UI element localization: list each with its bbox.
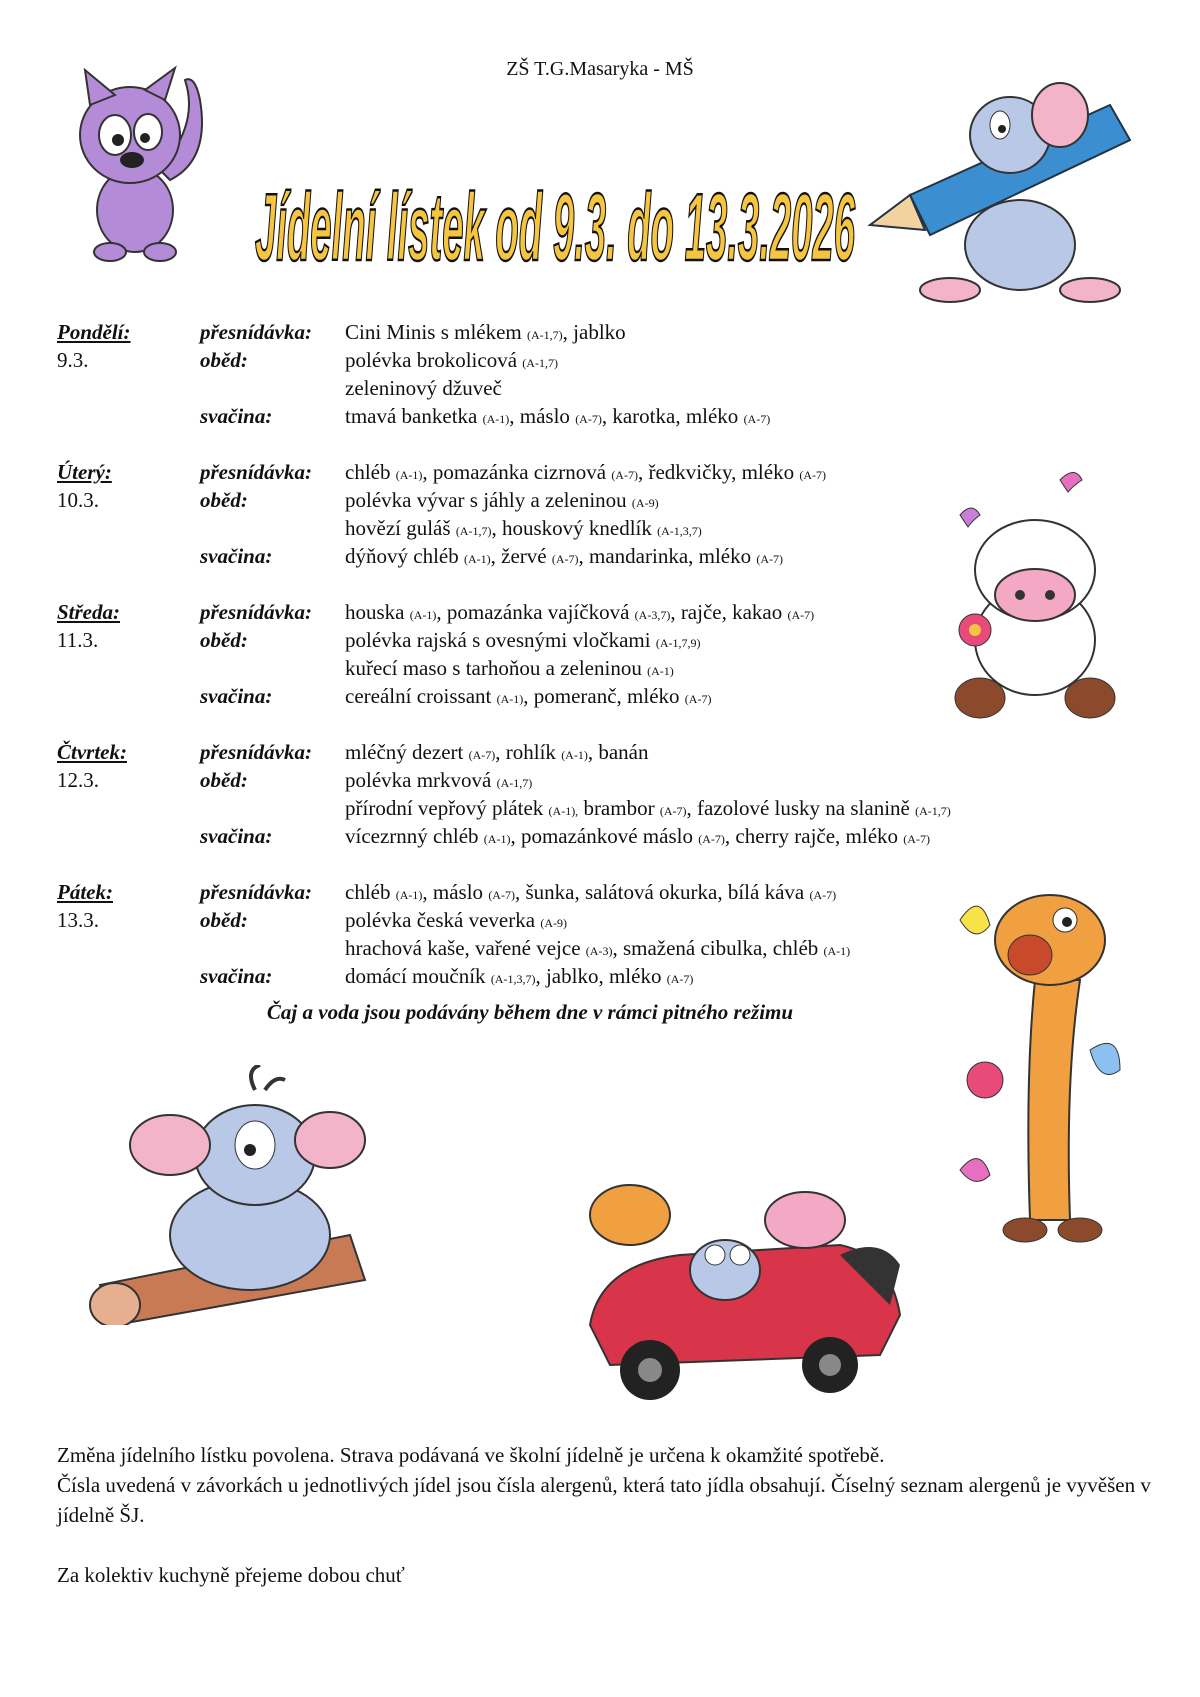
allergen-code: (A-3)	[585, 944, 613, 958]
allergen-code: (A-1,3,7)	[657, 524, 702, 538]
meal-item-text: , pomazánkové máslo	[510, 824, 699, 848]
meal-item-text: hrachová kaše, vařené vejce	[345, 936, 586, 960]
meal-label: oběd:	[200, 768, 248, 792]
meal-item-text: tmavá banketka	[345, 404, 483, 428]
meal-item-text: , šunka, salátová okurka, bílá káva	[514, 880, 810, 904]
allergen-code: (A-7)	[659, 804, 687, 818]
meal-item-text: , máslo	[422, 880, 489, 904]
meal-label: přesnídávka:	[200, 460, 312, 484]
meal-label: svačina:	[200, 544, 273, 568]
meal-text	[345, 486, 1057, 514]
meal-text	[345, 346, 1057, 374]
meal-item-text: polévka rajská s ovesnými vločkami	[345, 628, 656, 652]
day-date: 10.3.	[57, 488, 99, 512]
meal-text	[345, 458, 1057, 486]
meal-item-text: , rajče, kakao	[670, 600, 788, 624]
meal-label: oběd:	[200, 908, 248, 932]
meal-text	[345, 374, 1057, 402]
allergen-code: (A-1,7,9)	[655, 636, 701, 650]
day-date: 13.3.	[57, 908, 99, 932]
day-name: Středa:	[57, 600, 120, 624]
meal-item-text: , banán	[587, 740, 649, 764]
day-thursday	[57, 738, 1057, 850]
meal-label: oběd:	[200, 488, 248, 512]
allergen-code: (A-1)	[482, 412, 510, 426]
day-date: 11.3.	[57, 628, 99, 652]
allergen-code: (A-7)	[551, 552, 579, 566]
day-date: 9.3.	[57, 348, 89, 372]
weekly-menu	[57, 318, 1057, 1018]
allergen-code: (A-7)	[666, 972, 694, 986]
meal-item-text: zeleninový džuveč	[345, 376, 502, 400]
school-name: ZŠ T.G.Masaryka - MŠ	[506, 58, 694, 80]
meal-item-text: , cherry rajče, mléko	[724, 824, 904, 848]
meal-text	[345, 598, 1057, 626]
meal-text	[345, 542, 1057, 570]
day-wednesday	[57, 598, 1057, 710]
meal-item-text: Cini Minis s mlékem	[345, 320, 528, 344]
day-date: 12.3.	[57, 768, 99, 792]
day-monday	[57, 318, 1057, 430]
meal-item-text: mléčný dezert	[345, 740, 469, 764]
allergen-code: (A-1)	[483, 832, 511, 846]
meal-text	[345, 682, 1057, 710]
day-friday	[57, 878, 1057, 990]
meal-item-text: cereální croissant	[345, 684, 497, 708]
meal-text	[345, 402, 1057, 430]
day-name: Pondělí:	[57, 320, 131, 344]
meal-item-text: polévka česká veverka	[345, 908, 541, 932]
elephant-on-log-illustration	[80, 1065, 420, 1325]
meal-text	[345, 962, 1057, 990]
meal-text	[345, 626, 1057, 654]
meal-item-text: domácí moučník	[345, 964, 491, 988]
meal-label: přesnídávka:	[200, 320, 312, 344]
meal-text	[345, 794, 1057, 822]
meal-item-text: dýňový chléb	[345, 544, 464, 568]
allergen-code: (A-7)	[698, 832, 725, 846]
allergen-code: (A-7)	[611, 468, 638, 482]
meal-text	[345, 822, 1057, 850]
allergen-code: (A-1)	[647, 664, 674, 678]
meal-item-text: , pomeranč, mléko	[523, 684, 685, 708]
meal-item-text: chléb	[345, 460, 396, 484]
meal-item-text: , žervé	[490, 544, 552, 568]
meal-label: přesnídávka:	[200, 880, 312, 904]
meal-label: svačina:	[200, 404, 273, 428]
allergen-code: (A-1,7)	[915, 804, 951, 818]
meal-item-text: vícezrnný chléb	[345, 824, 484, 848]
meal-label: oběd:	[200, 348, 248, 372]
allergen-code: (A-1)	[409, 608, 437, 622]
meal-text	[345, 878, 1057, 906]
allergen-code: (A-9)	[631, 496, 659, 510]
menu-title-text: Jídelní lístek od 9.3. do 13.3.2026	[255, 174, 856, 281]
meal-item-text: , mandarinka, mléko	[578, 544, 757, 568]
meal-item-text: , fazolové lusky na slanině	[686, 796, 916, 820]
day-tuesday	[57, 458, 1057, 570]
footer-thanks: Za kolektiv kuchyně přejeme dobou chuť	[57, 1563, 405, 1587]
allergen-code: (A-1)	[561, 748, 588, 762]
meal-item-text: houska	[345, 600, 410, 624]
drink-note: Čaj a voda jsou podávány během dne v rámci pitného režimu	[266, 1000, 794, 1024]
meal-item-text: , máslo	[509, 404, 576, 428]
allergen-code: (A-9)	[540, 916, 567, 930]
meal-label: přesnídávka:	[200, 600, 312, 624]
meal-item-text: , rohlík	[495, 740, 562, 764]
meal-item-text: polévka brokolicová	[345, 348, 523, 372]
meal-item-text: , pomazánka cizrnová	[422, 460, 612, 484]
footer-line: Čísla uvedená v závorkách u jednotlivých jídel jsou čísla alergenů, která tato jídla obsahují. Číselný seznam alergenů je vyvěšen v jídelně ŠJ.	[57, 1473, 1151, 1527]
meal-text	[345, 906, 1057, 934]
allergen-code: (A-1,7)	[527, 328, 563, 342]
footer-notes	[57, 1440, 1157, 1590]
meal-text	[345, 738, 1057, 766]
allergen-code: (A-1)	[496, 692, 524, 706]
allergen-code: (A-3,7)	[634, 608, 671, 622]
animals-in-car-illustration	[570, 1145, 910, 1405]
allergen-code: (A-7)	[488, 888, 515, 902]
meal-item-text: hovězí guláš	[345, 516, 456, 540]
allergen-code: (A-7)	[903, 832, 930, 846]
allergen-code: (A-7)	[787, 608, 815, 622]
meal-item-text: , ředkvičky, mléko	[637, 460, 800, 484]
allergen-code: (A-1,7)	[522, 356, 558, 370]
allergen-code: (A-7)	[756, 552, 784, 566]
elephant-with-pencil-illustration	[860, 75, 1180, 305]
day-name: Pátek:	[57, 880, 113, 904]
allergen-code: (A-7)	[575, 412, 602, 426]
meal-text	[345, 934, 1057, 962]
meal-label: přesnídávka:	[200, 740, 312, 764]
allergen-code: (A-7)	[743, 412, 771, 426]
meal-item-text: polévka mrkvová	[345, 768, 497, 792]
allergen-code: (A-7)	[468, 748, 496, 762]
allergen-code: (A-1)	[823, 944, 851, 958]
meal-item-text: , pomazánka vajíčková	[436, 600, 635, 624]
allergen-code: (A-1,7)	[455, 524, 492, 538]
meal-item-text: polévka vývar s jáhly a zeleninou	[345, 488, 632, 512]
meal-text	[345, 654, 1057, 682]
meal-item-text: brambor	[578, 796, 660, 820]
meal-text	[345, 766, 1057, 794]
meal-item-text: , houskový knedlík	[491, 516, 658, 540]
meal-item-text: , jablko, mléko	[535, 964, 667, 988]
allergen-code: (A-1,3,7)	[490, 972, 536, 986]
meal-label: oběd:	[200, 628, 248, 652]
meal-item-text: , smažená cibulka, chléb	[612, 936, 824, 960]
meal-item-text: , karotka, mléko	[601, 404, 744, 428]
allergen-code: (A-1),	[548, 804, 579, 818]
meal-item-text: chléb	[345, 880, 396, 904]
allergen-code: (A-1,7)	[496, 776, 533, 790]
allergen-code: (A-7)	[809, 888, 837, 902]
day-name: Čtvrtek:	[57, 740, 127, 764]
footer-line: Změna jídelního lístku povolena. Strava podávaná ve školní jídelně je určena k okamžité spotřebě.	[57, 1443, 885, 1467]
allergen-code: (A-1)	[395, 468, 423, 482]
meal-label: svačina:	[200, 684, 273, 708]
meal-item-text: kuřecí maso s tarhoňou a zeleninou	[345, 656, 648, 680]
menu-title	[230, 100, 880, 300]
allergen-code: (A-1)	[463, 552, 491, 566]
cat-illustration	[60, 60, 210, 270]
meal-label: svačina:	[200, 824, 273, 848]
allergen-code: (A-7)	[799, 468, 826, 482]
meal-item-text: , jablko	[562, 320, 626, 344]
meal-text	[345, 318, 1057, 346]
meal-item-text: přírodní vepřový plátek	[345, 796, 549, 820]
day-name: Úterý:	[57, 460, 112, 484]
meal-label: svačina:	[200, 964, 273, 988]
allergen-code: (A-1)	[395, 888, 423, 902]
allergen-code: (A-7)	[684, 692, 712, 706]
meal-text	[345, 514, 1057, 542]
